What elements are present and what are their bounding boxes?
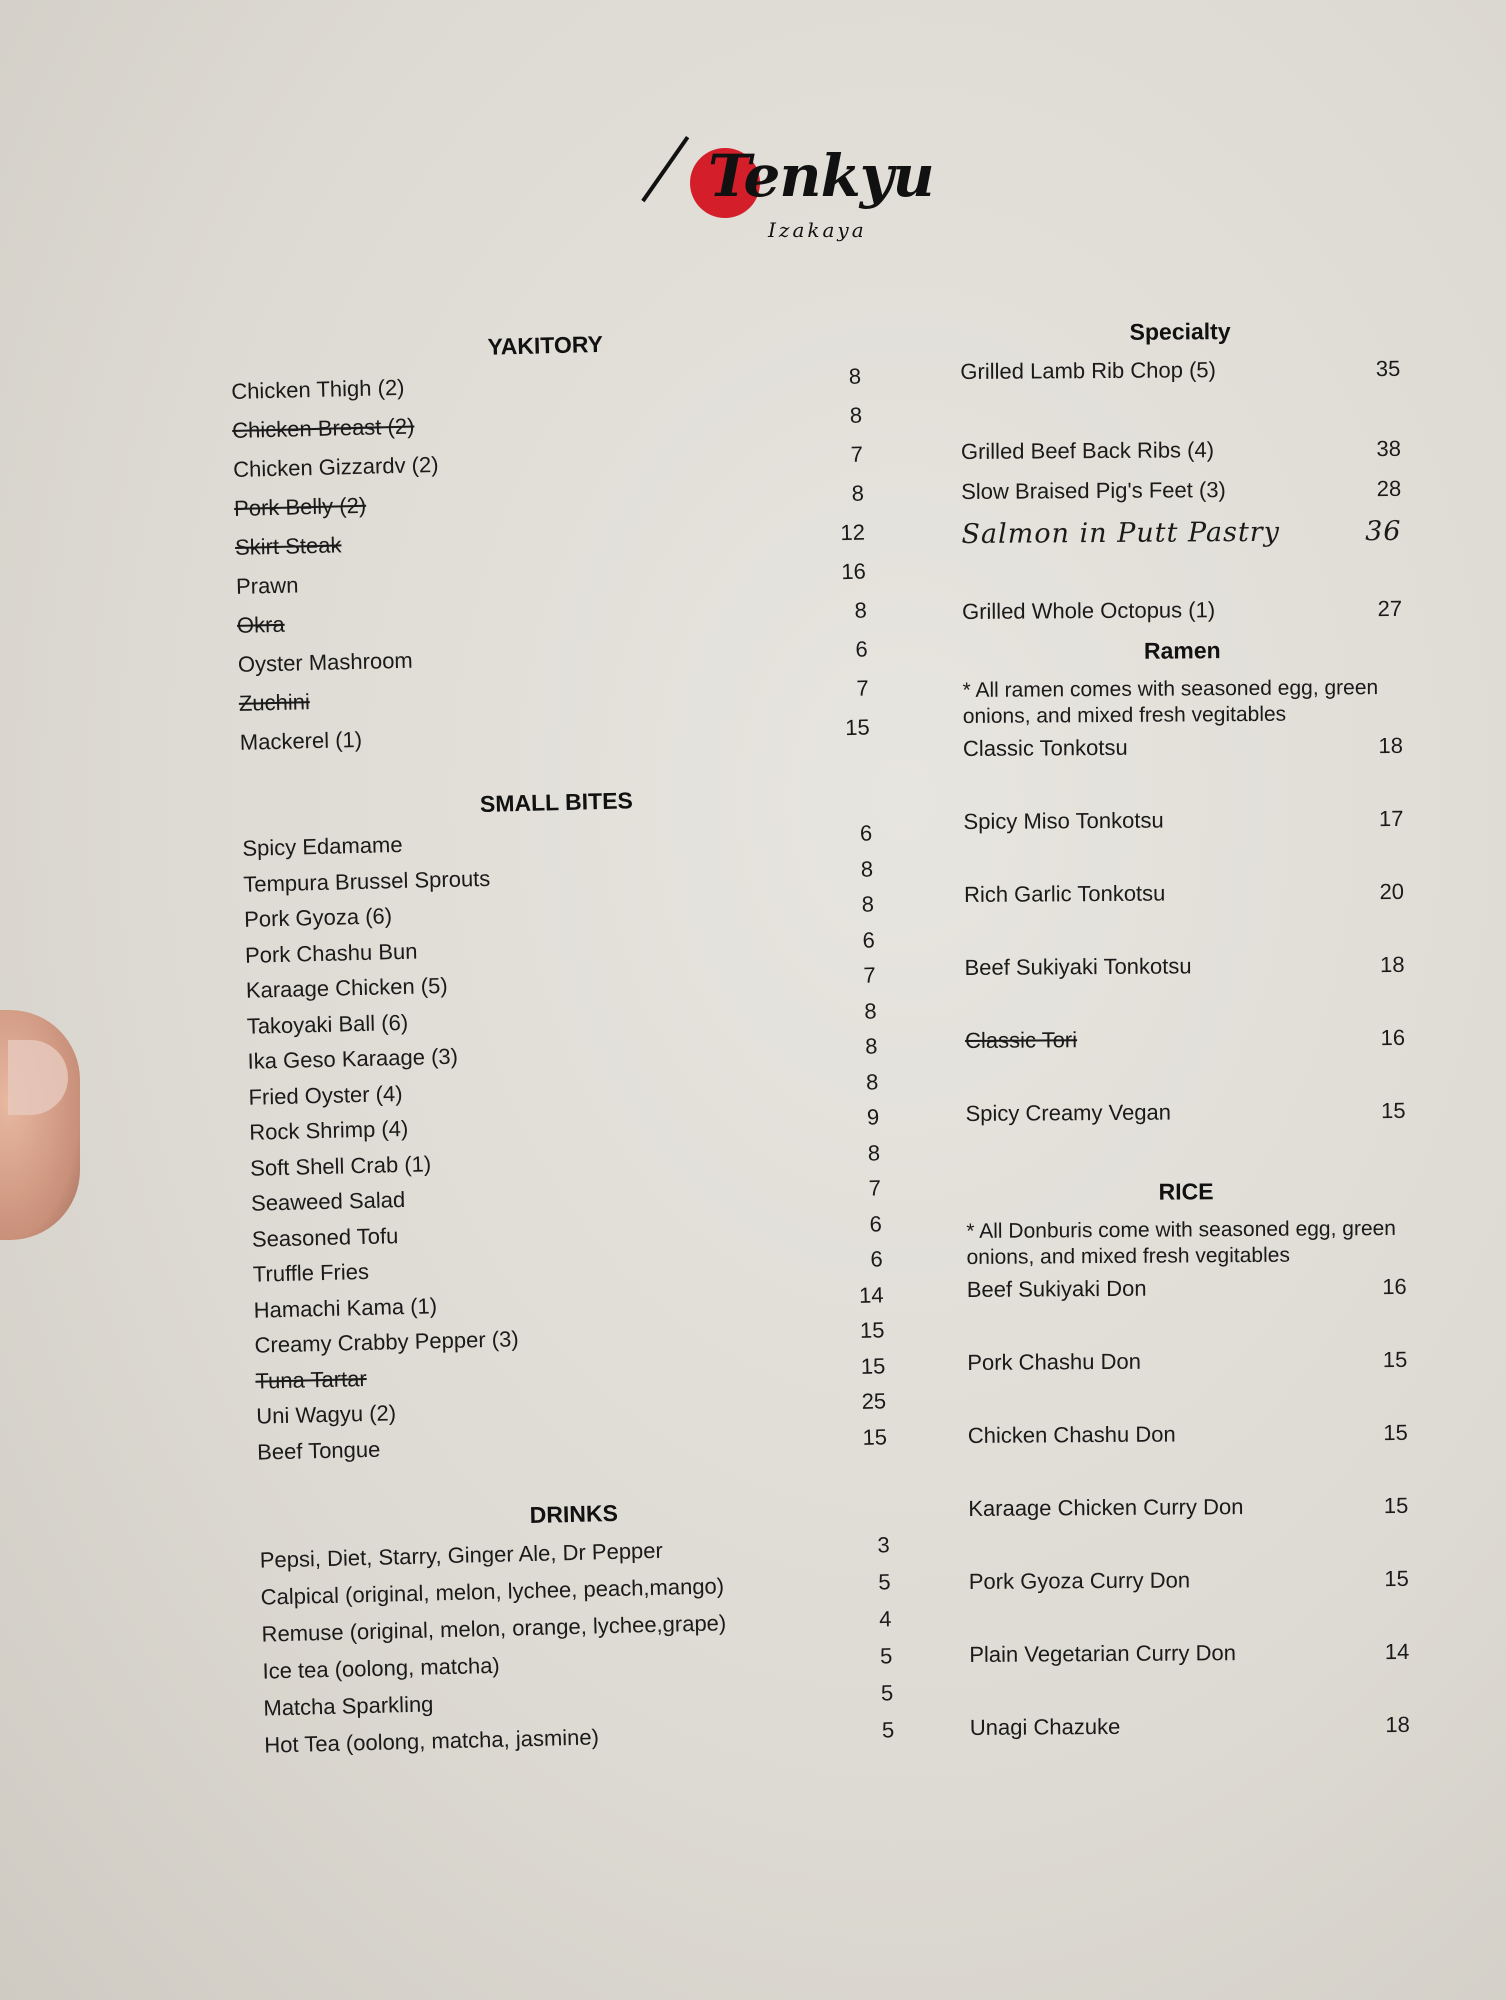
item-name: Classic Tori <box>964 1027 1078 1053</box>
item-name: Hamachi Kama (1) <box>253 1292 438 1323</box>
menu-item <box>967 1347 1407 1423</box>
item-price: 15 <box>860 1352 886 1379</box>
item-name: Grilled Whole Octopus (1) <box>961 597 1216 624</box>
item-price: 15 <box>1382 1346 1408 1373</box>
ramen-note: * All ramen comes with seasoned egg, green onions, and mixed fresh vegitables <box>962 676 1379 728</box>
menu-item <box>968 1420 1408 1496</box>
item-name: Pork Gyoza (6) <box>243 903 393 932</box>
item-price: 8 <box>864 997 877 1024</box>
item-name: Karaage Chicken Curry Don <box>968 1494 1244 1521</box>
rice-note: * All Donburis come with seasoned egg, green onions, and mixed fresh vegitables <box>966 1216 1397 1269</box>
item-price: 6 <box>869 1210 883 1237</box>
item-name: Calpical (original, melon, lychee, peach,mango) <box>260 1573 725 1610</box>
item-price: 12 <box>840 519 866 546</box>
menu-item <box>960 356 1400 399</box>
item-name: Spicy Miso Tonkotsu <box>963 807 1164 834</box>
menu-item <box>961 516 1401 559</box>
item-name: Prawn <box>235 572 299 599</box>
section-title: RICE <box>1158 1178 1214 1205</box>
item-name: Remuse (original, melon, orange, lychee,grape) <box>261 1610 727 1647</box>
item-name: Soft Shell Crab (1) <box>249 1150 432 1181</box>
item-price: 35 <box>1375 355 1401 382</box>
item-name: Fried Oyster (4) <box>248 1080 403 1110</box>
item-name: Chicken Chashu Don <box>967 1421 1176 1448</box>
item-name: Mackerel (1) <box>239 726 363 755</box>
restaurant-logo <box>680 128 934 248</box>
section-title: Ramen <box>1143 637 1221 664</box>
item-name: Ika Geso Karaage (3) <box>247 1043 459 1074</box>
item-name: Unagi Chazuke <box>969 1713 1121 1740</box>
item-name: Pork Chashu Bun <box>244 938 418 968</box>
item-price: 9 <box>866 1104 880 1130</box>
item-price: 38 <box>1376 435 1401 462</box>
item-price: 28 <box>1376 475 1402 502</box>
item-price: 16 <box>841 558 867 585</box>
item-name: Spicy Creamy Vegan <box>965 1099 1172 1126</box>
menu-item <box>968 1493 1408 1569</box>
item-price: 16 <box>1382 1273 1407 1300</box>
item-name: Seasoned Tofu <box>251 1222 399 1252</box>
menu-item <box>969 1639 1409 1715</box>
item-name: Tuna Tartar <box>255 1365 367 1394</box>
section-title: Specialty <box>1129 318 1231 345</box>
item-price: 18 <box>1385 1711 1410 1738</box>
item-name: Grilled Beef Back Ribs (4) <box>960 437 1215 464</box>
section-title: YAKITORY <box>487 330 604 360</box>
item-name: Pepsi, Diet, Starry, Ginger Ale, Dr Pepper <box>259 1537 664 1573</box>
item-price: 5 <box>879 1643 893 1669</box>
item-name: Pork Gyoza Curry Don <box>968 1567 1191 1594</box>
item-price: 8 <box>864 1033 878 1059</box>
section-title: SMALL BITES <box>479 787 634 818</box>
logo-brand: Tenkyu <box>708 142 934 210</box>
rice-section <box>966 1177 1410 1788</box>
item-price: 18 <box>1379 951 1405 978</box>
item-price: 14 <box>1384 1638 1410 1665</box>
item-name: Seaweed Salad <box>250 1186 406 1216</box>
right-column <box>960 317 1410 1788</box>
item-price: 8 <box>854 597 868 623</box>
item-name: Salmon in Putt Pastry <box>961 516 1281 550</box>
menu-item <box>964 879 1404 955</box>
menu-item <box>961 396 1401 439</box>
item-name: Plain Vegetarian Curry Don <box>969 1640 1236 1667</box>
section-title: DRINKS <box>529 1499 619 1529</box>
yakitory-section <box>230 325 870 769</box>
item-name: Takoyaki Ball (6) <box>246 1009 409 1039</box>
item-name: Rich Garlic Tonkotsu <box>963 880 1166 907</box>
item-price: 15 <box>1384 1565 1409 1592</box>
item-price: 15 <box>844 714 870 741</box>
item-price: 7 <box>856 675 869 701</box>
item-name: Okra <box>236 611 285 638</box>
menu-item <box>964 952 1404 1028</box>
item-name: Oyster Mashroom <box>237 647 414 677</box>
ramen-section <box>962 636 1406 1174</box>
item-price: 7 <box>868 1175 882 1201</box>
menu-item <box>963 806 1403 882</box>
item-price: 15 <box>1383 1419 1408 1446</box>
item-price: 15 <box>1380 1097 1406 1124</box>
item-price: 17 <box>1378 805 1404 832</box>
item-price: 5 <box>880 1680 894 1706</box>
item-price: 15 <box>859 1317 885 1343</box>
item-name: Uni Wagyu (2) <box>255 1400 397 1429</box>
left-column <box>230 325 895 1770</box>
item-name: Creamy Crabby Pepper (3) <box>254 1326 519 1358</box>
item-price: 25 <box>861 1388 887 1414</box>
item-name: Rock Shrimp (4) <box>249 1115 409 1145</box>
item-price: 16 <box>1380 1024 1406 1051</box>
item-name: Hot Tea (oolong, matcha, jasmine) <box>264 1724 600 1758</box>
menu-item <box>961 476 1401 519</box>
menu-item <box>965 1025 1405 1101</box>
item-name: Beef Sukiyaki Don <box>966 1275 1147 1302</box>
item-price: 20 <box>1379 878 1405 905</box>
drinks-section <box>259 1493 895 1769</box>
menu-item <box>962 556 1402 599</box>
item-name: Classic Tonkotsu <box>962 734 1128 761</box>
item-name: Karaage Chicken (5) <box>245 972 448 1003</box>
item-price: 8 <box>865 1068 879 1095</box>
menu-item <box>965 1098 1405 1174</box>
item-name: Tempura Brussel Sprouts <box>242 865 491 897</box>
item-price: 8 <box>867 1139 881 1166</box>
item-name: Beef Tongue <box>256 1436 381 1465</box>
item-price: 6 <box>870 1246 883 1272</box>
item-name: Ice tea (oolong, matcha) <box>262 1652 501 1684</box>
item-price: 6 <box>855 636 869 662</box>
item-price: 6 <box>859 820 873 846</box>
item-name: Matcha Sparkling <box>263 1691 434 1721</box>
item-price: 15 <box>862 1423 888 1450</box>
item-name: Zuchini <box>238 689 311 716</box>
item-name: Pork Chashu Don <box>967 1348 1142 1375</box>
menu-item <box>962 596 1402 639</box>
item-price: 8 <box>861 891 875 917</box>
item-price: 6 <box>862 926 876 953</box>
item-price: 3 <box>877 1532 890 1558</box>
item-price: 4 <box>878 1606 892 1632</box>
menu-item <box>969 1566 1409 1642</box>
item-price: 8 <box>860 855 874 882</box>
item-name: Grilled Lamb Rib Chop (5) <box>960 357 1216 384</box>
item-name: Truffle Fries <box>252 1258 370 1287</box>
item-price: 18 <box>1378 732 1404 759</box>
menu-item <box>967 1274 1407 1350</box>
menu-item <box>970 1712 1410 1788</box>
item-name: Skirt Steak <box>234 532 342 560</box>
logo-subtitle: Izakaya <box>768 218 867 242</box>
specialty-section <box>960 317 1402 639</box>
item-name: Spicy Edamame <box>242 831 403 861</box>
item-price: 14 <box>858 1281 884 1308</box>
menu-item <box>961 436 1401 479</box>
item-name: Chicken Thigh (2) <box>230 374 405 404</box>
item-name: Chicken Breast (2) <box>231 413 415 443</box>
item-price: 5 <box>881 1717 895 1743</box>
menu-item <box>963 733 1403 809</box>
small-bites-section <box>241 781 887 1474</box>
item-price: 7 <box>850 441 864 467</box>
item-price: 8 <box>851 480 865 506</box>
item-name: Chicken Gizzardv (2) <box>232 451 439 482</box>
item-price: 27 <box>1377 595 1403 622</box>
item-price: 7 <box>863 962 877 988</box>
item-price: 15 <box>1383 1492 1409 1519</box>
item-name: Pork Belly (2) <box>233 492 367 521</box>
item-price: 8 <box>849 402 863 428</box>
item-name: Beef Sukiyaki Tonkotsu <box>964 953 1192 980</box>
item-price: 8 <box>848 363 862 389</box>
item-name: Slow Braised Pig's Feet (3) <box>961 477 1226 504</box>
item-price: 36 <box>1365 515 1402 548</box>
item-price: 5 <box>877 1569 891 1595</box>
